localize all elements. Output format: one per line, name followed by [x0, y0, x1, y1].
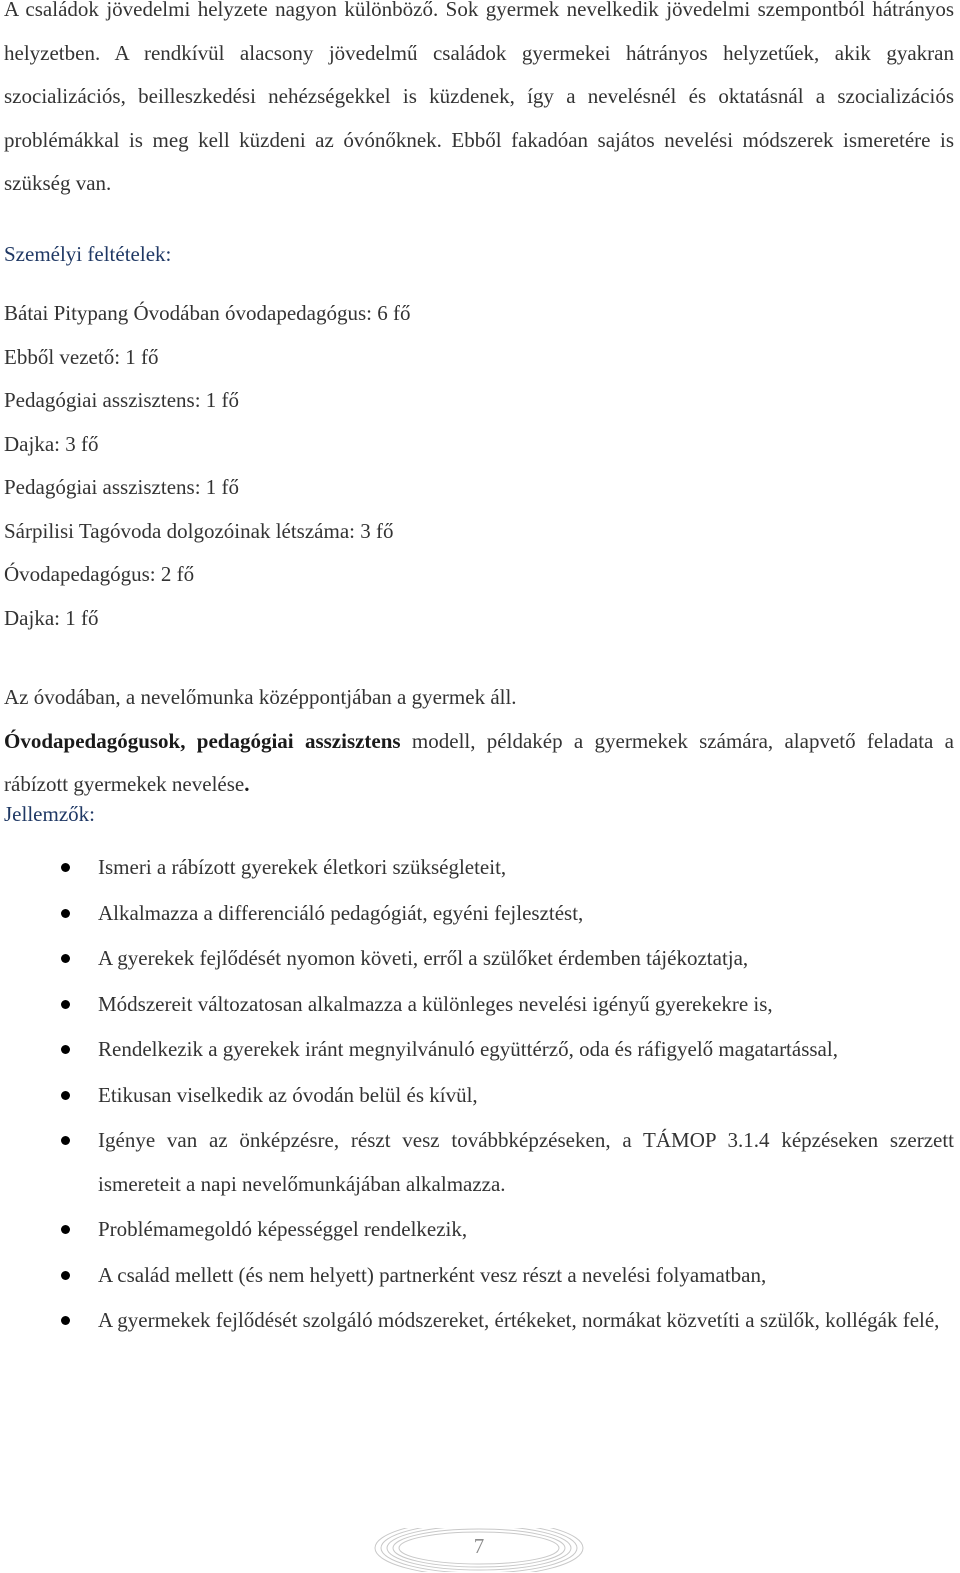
bullet-icon: [61, 863, 70, 872]
list-item-text: A gyerekek fejlődését nyomon követi, erről a szülőket érdemben tájékoztatja,: [98, 946, 749, 970]
staff-line: Pedagógiai asszisztens: 1 fő: [4, 388, 240, 412]
center-line: Az óvodában, a nevelőmunka középpontjában a gyermek áll.: [4, 685, 517, 709]
page-footer: [373, 1512, 585, 1572]
bullet-icon: [61, 1136, 70, 1145]
staff-line: Dajka: 1 fő: [4, 605, 99, 630]
list-item-text: Módszereit változatosan alkalmazza a különleges nevelési igényű gyerekekre is,: [98, 991, 773, 1016]
staff-line: Pedagógiai asszisztens: 1 fő: [4, 475, 240, 499]
center-paragraph: [4, 676, 954, 807]
list-item-text: Problémamegoldó képességgel rendelkezik,: [98, 1217, 468, 1241]
bullet-icon: [61, 1045, 70, 1054]
role-period: .: [244, 772, 250, 796]
page-number: 7: [473, 1534, 485, 1558]
role-rest-text: modell, példakép a gyermekek számára, alapvető feladata a rábízott gyermekek nevelése: [4, 728, 954, 796]
list-item: [4, 937, 954, 981]
list-item: [4, 846, 954, 890]
list-item: [4, 1208, 954, 1252]
bullet-icon: [61, 909, 70, 918]
list-item-text: Etikusan viselkedik az óvodán belül és kívül,: [98, 1082, 478, 1107]
list-item-text: A gyermekek fejlődését szolgáló módszereket, értékeket, normákat közvetíti a szülők, kollégák felé,: [98, 1308, 940, 1332]
staff-list: [4, 292, 411, 640]
bullet-icon: [61, 1225, 70, 1234]
list-item-text: Rendelkezik a gyerekek iránt megnyilvánuló együttérző, oda és ráfigyelő magatartással,: [98, 1037, 838, 1061]
list-item: [4, 892, 954, 936]
bullet-icon: [61, 1271, 70, 1280]
role-bold-text: Óvodapedagógusok, pedagógiai asszisztens: [4, 728, 401, 753]
staff-line: Ebből vezető: 1 fő: [4, 344, 159, 369]
bullet-icon: [61, 1091, 70, 1100]
list-item: [4, 1119, 954, 1206]
staff-line: Bátai Pitypang Óvodában óvodapedagógus: 6 fő: [4, 301, 411, 325]
role-paragraph: [4, 720, 954, 807]
list-item: [4, 1074, 954, 1118]
personal-conditions-heading: Személyi feltételek:: [4, 242, 172, 266]
list-item: [4, 1254, 954, 1298]
staff-line: Dajka: 3 fő: [4, 431, 99, 456]
staff-line: Óvodapedagógus: 2 fő: [4, 562, 195, 586]
list-item: [4, 983, 954, 1027]
list-item: [4, 1299, 954, 1343]
list-item: [4, 1028, 954, 1072]
bullet-icon: [61, 1000, 70, 1009]
list-item-text: Alkalmazza a differenciáló pedagógiát, egyéni fejlesztést,: [98, 900, 584, 925]
bullet-icon: [61, 954, 70, 963]
list-item-text: Ismeri a rábízott gyerekek életkori szükségleteit,: [98, 855, 507, 879]
list-item-text: Igénye van az önképzésre, részt vesz továbbképzéseken, a TÁMOP 3.1.4 képzéseken szerzett ismereteit a napi nevelőmunkájában alkalmazza.: [98, 1128, 954, 1196]
intro-paragraph: A családok jövedelmi helyzete nagyon különböző. Sok gyermek nevelkedik jövedelmi szempontból hátrányos helyzetben. A rendkívül alacsony jövedelmű családok gyermekei hátrányos helyzetűek, akik gyakran szocializációs, beilleszkedési nehézségekkel is küzdenek, így a nevelésnél és oktatásnál a szocializációs problémákkal is meg kell küzdeni az óvónőknek. Ebből fakadóan sajátos nevelési módszerek ismeretére is szükség van.: [4, 0, 954, 196]
features-list: [4, 846, 954, 1345]
staff-line: Sárpilisi Tagóvoda dolgozóinak létszáma: 3 fő: [4, 518, 394, 543]
features-heading: Jellemzők:: [4, 802, 95, 826]
bullet-icon: [61, 1316, 70, 1325]
list-item-text: A család mellett (és nem helyett) partnerként vesz részt a nevelési folyamatban,: [98, 1262, 767, 1287]
